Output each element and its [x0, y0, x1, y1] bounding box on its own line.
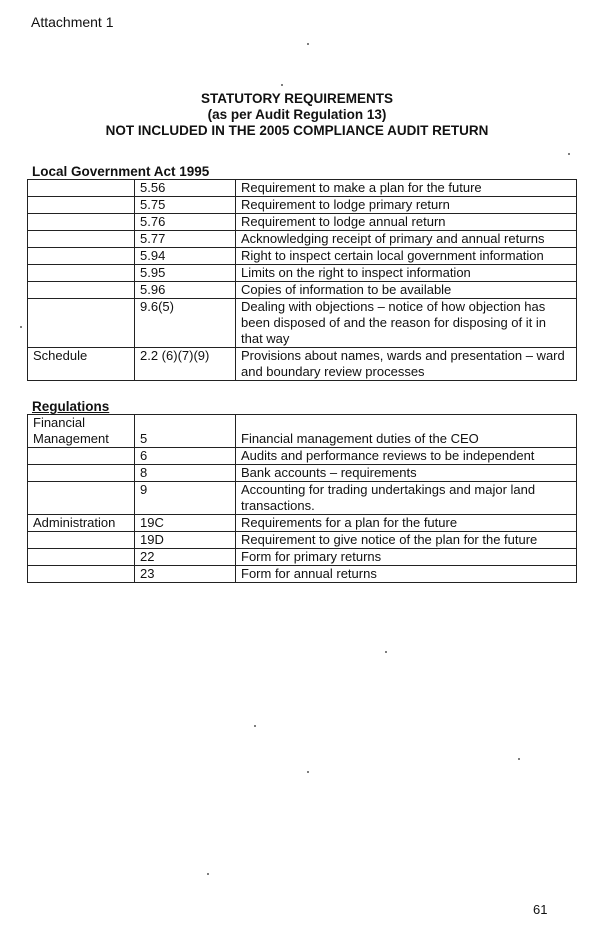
description-cell: Requirement to lodge primary return	[236, 197, 577, 214]
attachment-label: Attachment 1	[31, 14, 114, 30]
category-cell	[28, 282, 135, 299]
section-cell: 8	[135, 465, 236, 482]
section-cell: 5.77	[135, 231, 236, 248]
table-row	[28, 180, 577, 197]
table-row	[28, 465, 577, 482]
table-row	[28, 348, 577, 381]
category-cell	[28, 180, 135, 197]
section-cell: 2.2 (6)(7)(9)	[135, 348, 236, 381]
section-cell: 6	[135, 448, 236, 465]
scan-speck	[20, 326, 22, 328]
scan-speck	[518, 758, 520, 760]
category-cell	[28, 448, 135, 465]
description-cell: Audits and performance reviews to be independent	[236, 448, 577, 465]
section-cell: 19D	[135, 532, 236, 549]
table-row	[28, 248, 577, 265]
description-cell: Acknowledging receipt of primary and annual returns	[236, 231, 577, 248]
table-row	[28, 231, 577, 248]
scan-speck	[254, 725, 256, 727]
description-cell: Accounting for trading undertakings and major land transactions.	[236, 482, 577, 515]
table-row	[28, 265, 577, 282]
description-cell: Right to inspect certain local government information	[236, 248, 577, 265]
section-cell: 23	[135, 566, 236, 583]
regulations-table	[27, 414, 577, 583]
category-cell	[28, 566, 135, 583]
table-row	[28, 566, 577, 583]
description-cell: Form for annual returns	[236, 566, 577, 583]
description-cell: Copies of information to be available	[236, 282, 577, 299]
description-cell: Dealing with objections – notice of how objection has been disposed of and the reason for disposing of it in that way	[236, 299, 577, 348]
section-cell: 5.76	[135, 214, 236, 231]
section-cell: 5.96	[135, 282, 236, 299]
section-cell: 5.95	[135, 265, 236, 282]
section-cell: 9	[135, 482, 236, 515]
title-line-3: NOT INCLUDED IN THE 2005 COMPLIANCE AUDIT RETURN	[105, 123, 489, 138]
table-row	[28, 282, 577, 299]
category-cell	[28, 482, 135, 515]
table-row	[28, 448, 577, 465]
category-cell	[28, 299, 135, 348]
table-row	[28, 482, 577, 515]
description-cell: Financial management duties of the CEO	[236, 415, 577, 448]
table-row	[28, 214, 577, 231]
section-cell: 9.6(5)	[135, 299, 236, 348]
regulations-section-heading: Regulations	[32, 399, 110, 414]
table-row	[28, 532, 577, 549]
description-cell: Limits on the right to inspect information	[236, 265, 577, 282]
lga-requirements-table	[27, 179, 577, 381]
category-cell	[28, 265, 135, 282]
category-cell	[28, 248, 135, 265]
table-row	[28, 415, 577, 448]
scan-speck	[281, 84, 283, 86]
category-cell	[28, 231, 135, 248]
category-cell	[28, 532, 135, 549]
section-cell: 5.94	[135, 248, 236, 265]
category-cell	[28, 549, 135, 566]
table-row	[28, 197, 577, 214]
category-cell: Administration	[28, 515, 135, 532]
description-cell: Bank accounts – requirements	[236, 465, 577, 482]
category-cell	[28, 465, 135, 482]
section-cell: 5	[135, 415, 236, 448]
category-cell	[28, 214, 135, 231]
description-cell: Requirement to make a plan for the future	[236, 180, 577, 197]
description-cell: Form for primary returns	[236, 549, 577, 566]
description-cell: Requirement to give notice of the plan for the future	[236, 532, 577, 549]
category-cell: Schedule	[28, 348, 135, 381]
section-cell: 5.75	[135, 197, 236, 214]
section-cell: 5.56	[135, 180, 236, 197]
table-row	[28, 515, 577, 532]
document-title	[0, 91, 594, 139]
table-row	[28, 299, 577, 348]
section-cell: 19C	[135, 515, 236, 532]
scan-speck	[307, 43, 309, 45]
scan-speck	[207, 873, 209, 875]
description-cell: Requirements for a plan for the future	[236, 515, 577, 532]
category-cell	[28, 197, 135, 214]
scan-speck	[307, 771, 309, 773]
title-line-1: STATUTORY REQUIREMENTS	[200, 91, 393, 106]
scan-speck	[385, 651, 387, 653]
page-number: 61	[533, 902, 548, 917]
table-row	[28, 549, 577, 566]
description-cell: Provisions about names, wards and presentation – ward and boundary review processes	[236, 348, 577, 381]
category-cell: Financial Management	[28, 415, 135, 448]
description-cell: Requirement to lodge annual return	[236, 214, 577, 231]
section-cell: 22	[135, 549, 236, 566]
lga-section-heading: Local Government Act 1995	[32, 164, 210, 179]
title-line-2: (as per Audit Regulation 13)	[207, 107, 387, 122]
scan-speck	[568, 153, 570, 155]
